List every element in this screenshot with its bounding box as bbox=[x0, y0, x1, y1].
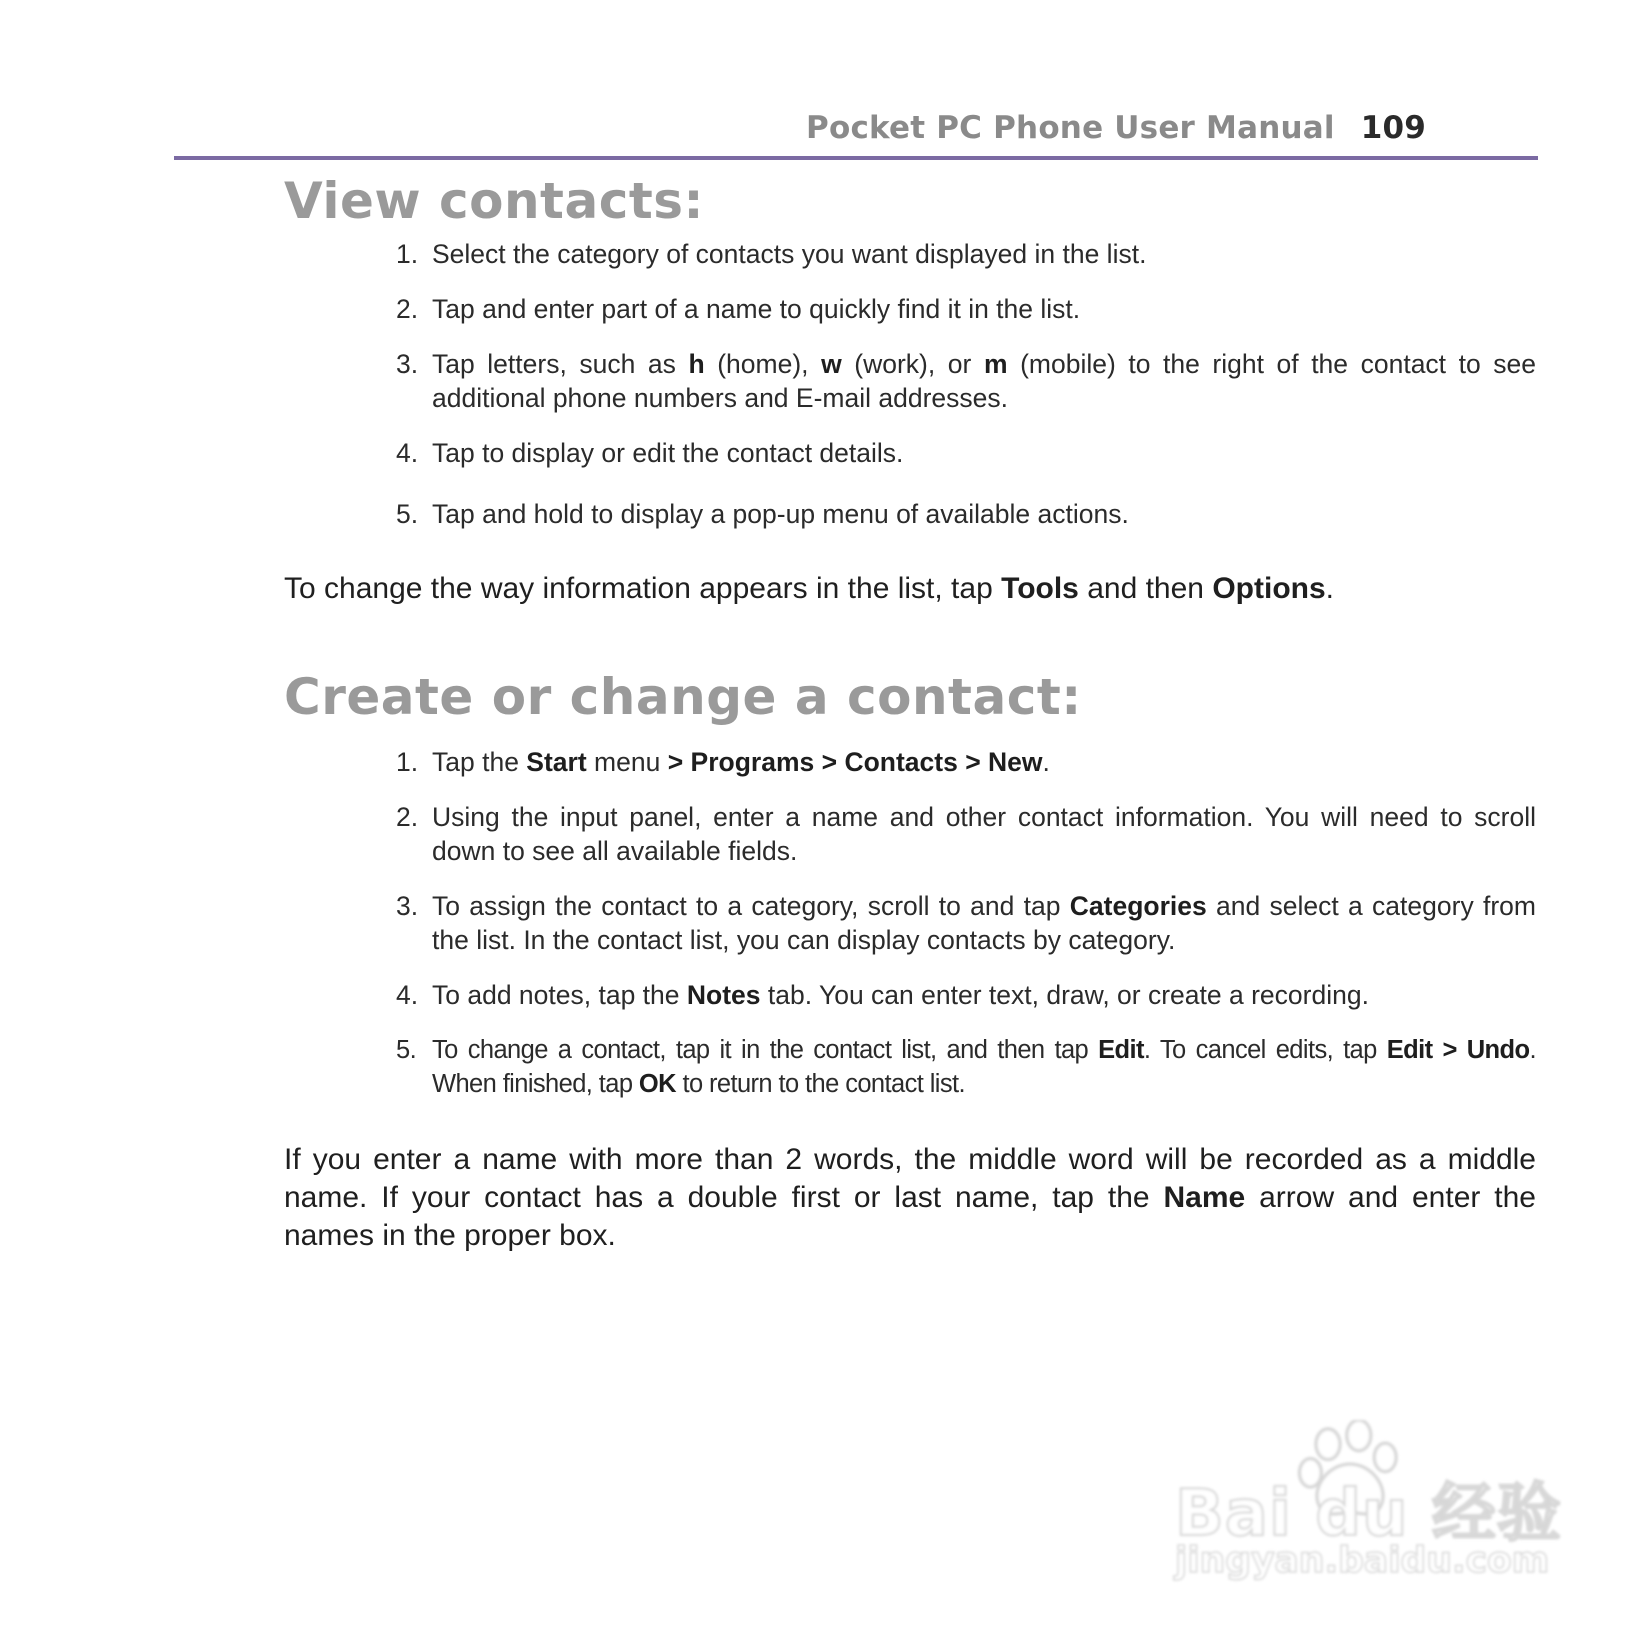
text-run: to return to the contact list. bbox=[675, 1070, 965, 1098]
bold-term: m bbox=[983, 349, 1008, 379]
step-text bbox=[432, 239, 1146, 269]
note-view-contacts bbox=[284, 570, 1536, 608]
text-run: (mobile) to the right of the contact to see additional phone numbers and E-mail addresses. bbox=[432, 349, 1536, 413]
bold-term: h bbox=[688, 349, 705, 379]
step-text bbox=[432, 891, 1536, 955]
text-run: tab. You can enter text, draw, or create a recording. bbox=[760, 980, 1369, 1010]
text-run: and then bbox=[1078, 572, 1213, 605]
bold-term: Options bbox=[1212, 572, 1326, 605]
step-text bbox=[432, 294, 1080, 324]
step-number: 2. bbox=[396, 802, 419, 832]
bold-term: > Programs > Contacts > New bbox=[667, 747, 1043, 777]
text-run: Select the category of contacts you want displayed in the list. bbox=[432, 239, 1147, 269]
bold-term: Start bbox=[526, 747, 587, 777]
text-run: . When finished, tap bbox=[432, 1036, 1536, 1098]
steps-list-view-contacts bbox=[396, 237, 1536, 552]
step-item bbox=[396, 1033, 1536, 1101]
section-title-view-contacts: View contacts: bbox=[284, 172, 704, 230]
text-run: . bbox=[1325, 572, 1334, 605]
text-run: . bbox=[1042, 747, 1050, 777]
text-run: If you enter a name with more than 2 words, the middle word will be recorded as a middle name. If your contact has a double first or last name, tap the bbox=[284, 1143, 1536, 1214]
note-create-contact bbox=[284, 1141, 1536, 1255]
step-text bbox=[432, 802, 1536, 866]
step-number: 3. bbox=[396, 891, 419, 921]
watermark-logo-text: Bai du 经验 bbox=[1175, 1477, 1562, 1551]
text-run: Tap letters, such as bbox=[432, 349, 689, 379]
step-number: 5. bbox=[396, 1036, 417, 1064]
step-text bbox=[432, 438, 903, 468]
text-run: Tap and enter part of a name to quickly find it in the list. bbox=[432, 294, 1081, 324]
text-run: arrow and enter the names in the proper box. bbox=[284, 1181, 1536, 1252]
step-number: 1. bbox=[396, 239, 419, 269]
bold-term: Notes bbox=[686, 980, 761, 1010]
step-item bbox=[396, 292, 1536, 326]
step-text bbox=[432, 980, 1369, 1010]
text-run: menu bbox=[586, 747, 668, 777]
header-rule bbox=[174, 156, 1538, 160]
page-number: 109 bbox=[1360, 110, 1426, 146]
step-number: 3. bbox=[396, 349, 419, 379]
text-run: To add notes, tap the bbox=[432, 980, 687, 1010]
step-item bbox=[396, 497, 1536, 531]
step-item bbox=[396, 347, 1536, 415]
text-run: (home), bbox=[704, 349, 822, 379]
text-run: Tap and hold to display a pop-up menu of available actions. bbox=[432, 499, 1129, 529]
text-run: Tap to display or edit the contact details. bbox=[432, 438, 904, 468]
watermark-url-text: jingyan.baidu.com bbox=[1175, 1540, 1550, 1581]
steps-list-create-contact bbox=[396, 745, 1536, 1122]
text-run: To change the way information appears in the list, tap bbox=[284, 572, 1002, 605]
running-header bbox=[806, 110, 1426, 146]
step-text bbox=[432, 1036, 1536, 1098]
section-title-create-contact: Create or change a contact: bbox=[284, 668, 1082, 726]
step-item bbox=[396, 745, 1536, 779]
step-number: 4. bbox=[396, 438, 419, 468]
bold-term: Edit bbox=[1098, 1036, 1144, 1064]
bold-term: Name bbox=[1163, 1181, 1246, 1214]
bold-term: w bbox=[821, 349, 842, 379]
step-number: 2. bbox=[396, 294, 419, 324]
step-item bbox=[396, 436, 1536, 470]
step-text bbox=[432, 747, 1050, 777]
step-item bbox=[396, 889, 1536, 957]
step-item bbox=[396, 978, 1536, 1012]
text-run: and select a category from the list. In the contact list, you can display contacts by category. bbox=[432, 891, 1536, 955]
bold-term: Categories bbox=[1069, 891, 1207, 921]
text-run: To change a contact, tap it in the contact list, and then tap bbox=[432, 1036, 1099, 1064]
step-number: 1. bbox=[396, 747, 419, 777]
step-text bbox=[432, 349, 1536, 413]
text-run: (work), or bbox=[841, 349, 984, 379]
text-run: Using the input panel, enter a name and other contact information. You will need to scroll down to see all available fields. bbox=[432, 802, 1536, 866]
step-text bbox=[432, 499, 1129, 529]
baidu-jingyan-watermark bbox=[1165, 1420, 1565, 1590]
step-item bbox=[396, 800, 1536, 868]
step-number: 4. bbox=[396, 980, 419, 1010]
bold-term: Edit > Undo bbox=[1386, 1036, 1530, 1064]
manual-title: Pocket PC Phone User Manual bbox=[806, 110, 1335, 146]
text-run: Tap the bbox=[432, 747, 527, 777]
bold-term: Tools bbox=[1001, 572, 1079, 605]
text-run: . To cancel edits, tap bbox=[1143, 1036, 1387, 1064]
text-run: To assign the contact to a category, scroll to and tap bbox=[432, 891, 1070, 921]
step-number: 5. bbox=[396, 499, 419, 529]
bold-term: OK bbox=[638, 1070, 676, 1098]
step-item bbox=[396, 237, 1536, 271]
